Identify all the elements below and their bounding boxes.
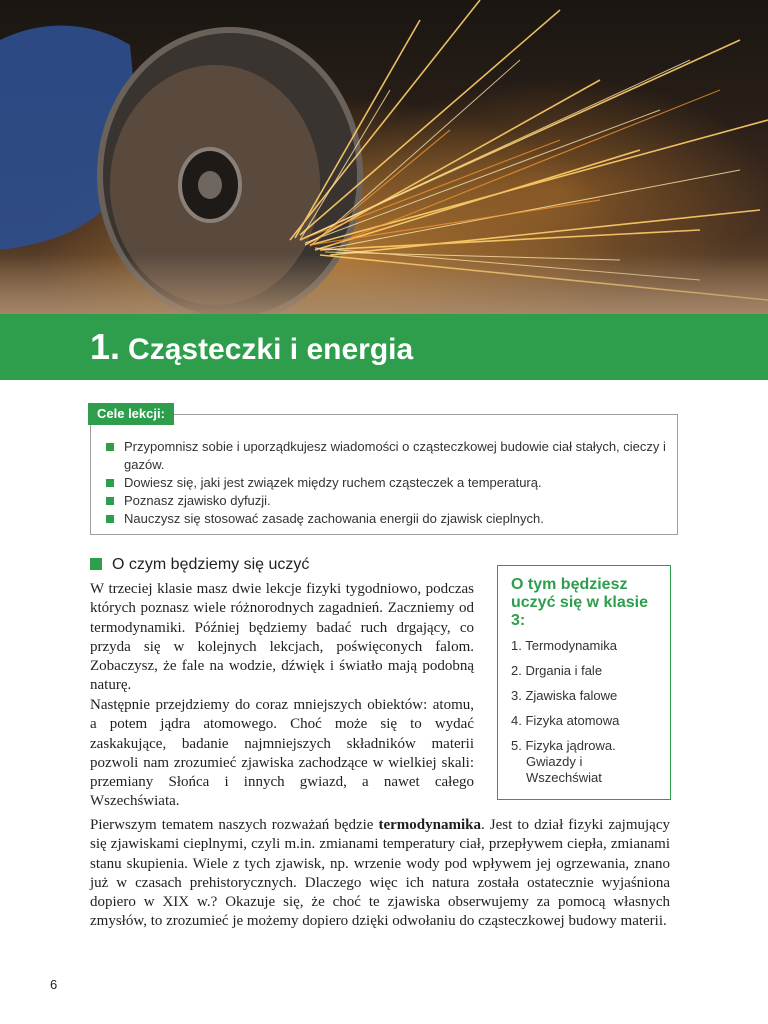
lesson-goals-list (106, 438, 666, 528)
lesson-goal-item (106, 438, 666, 474)
key-term: termodynamika (378, 817, 481, 833)
chapter-number: 1. (90, 326, 121, 367)
topic-item: 3. Zjawiska falowe (511, 688, 618, 703)
hero-photo (0, 0, 768, 314)
square-bullet-icon (106, 443, 114, 451)
lesson-goal-text: Nauczysz się stosować zasadę zachowania energii do zjawisk cieplnych. (124, 511, 544, 526)
body-paragraph: W trzeciej klasie masz dwie lekcje fizyki tygodniowo, podczas których poznasz wiele różnorodnych zagadnień. Zaczniemy od termodynamiki. Później będziemy badać ruch drgający, co przyda się w kolejnych lekcjach, poświęconych falom. Zobaczysz, że fale na wodzie, dźwięk i światło mają podobną naturę. (90, 581, 474, 694)
chapter-title-text: Cząsteczki i energia (128, 333, 414, 366)
section-heading (90, 555, 309, 575)
body-paragraph: Następnie przejdziemy do coraz mniejszych obiektów: atomu, a potem jądra atomowego. Choć może się to wydać zaskakujące, badanie najmniejszych składników materii pozwoli nam zrozumieć zjawiska zachodzące w wielkiej skali: przemiany Słońca i innych gwiazd, a nawet całego Wszechświata. (90, 697, 474, 810)
square-bullet-icon (106, 479, 114, 487)
class-topics-title: O tym będziesz uczyć się w klasie 3: (511, 576, 648, 629)
chapter-title (90, 326, 413, 368)
lesson-goal-item (106, 510, 666, 528)
lesson-goal-item (106, 474, 666, 492)
page-number: 6 (50, 977, 58, 992)
topic-item: 1. Termodynamika (511, 638, 617, 653)
class-topics-list (511, 638, 661, 795)
lesson-goal-text: Przypomnisz sobie i uporządkujesz wiadomości o cząsteczkowej budowie ciał stałych, cieczy i gazów. (124, 439, 666, 472)
square-bullet-icon (90, 558, 102, 570)
square-bullet-icon (106, 497, 114, 505)
square-bullet-icon (106, 515, 114, 523)
topic-item: 2. Drgania i fale (511, 663, 603, 678)
lesson-goal-text: Dowiesz się, jaki jest związek między ruchem cząsteczek a temperaturą. (124, 475, 542, 490)
section-heading-text: O czym będziemy się uczyć (112, 556, 310, 573)
topic-item: 4. Fizyka atomowa (511, 713, 620, 728)
body-paragraph (90, 816, 670, 932)
paragraph-text: Pierwszym tematem naszych rozważań będzie (90, 817, 379, 833)
paragraph-text: . Jest to dział fizyki zajmujący się zjawiskami cieplnymi, czyli m.in. zmianami temperatury ciał, przepływem ciepła, zmianami stanu skupienia. Wiele z tych zjawisk, np. wrzenie wody pod wpływem jej ogrzewania, znano już w czasach prehistorycznych. Dlaczego więc ich natura została ostatecznie wyjaśniona dopiero w XIX w.? Okazuje się, że choć te zjawiska obserwujemy za pomocą własnych zmysłów, to zrozumieć je możemy dopiero dzięki odwołaniu do cząsteczkowej budowy materii. (90, 817, 670, 930)
topic-item: 5. Fizyka jądrowa. Gwiazdy i Wszechświat (511, 738, 616, 785)
lesson-goals-label: Cele lekcji: (88, 403, 174, 425)
lesson-goal-item (106, 492, 666, 510)
lesson-goal-text: Poznasz zjawisko dyfuzji. (124, 493, 271, 508)
